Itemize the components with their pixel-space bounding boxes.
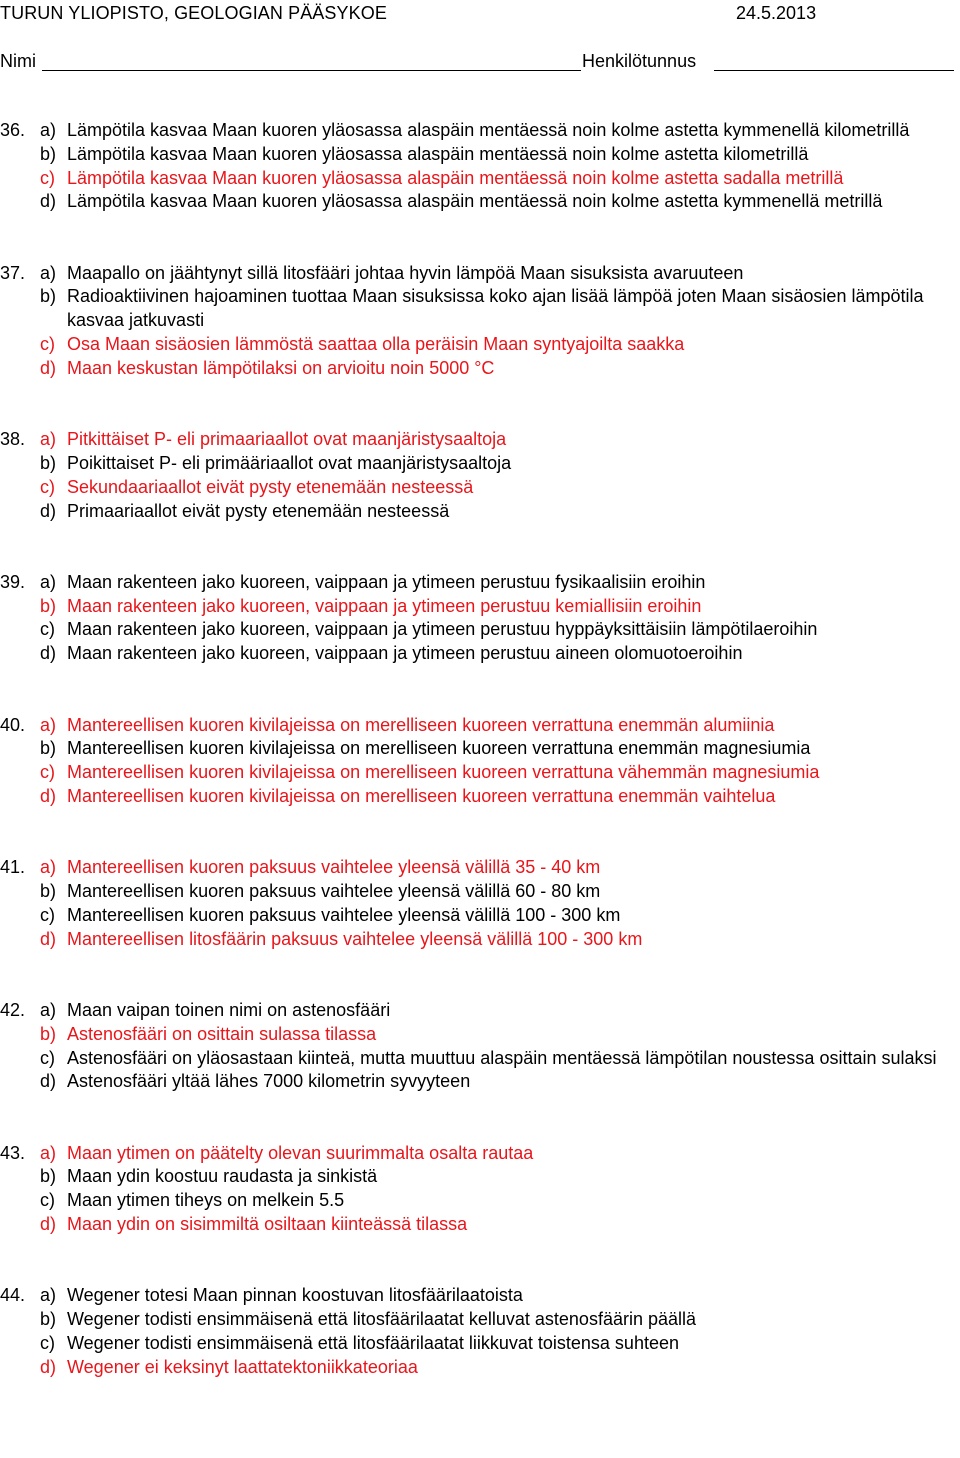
option-letter: a) — [40, 571, 57, 592]
question-43 — [0, 1142, 960, 1237]
option-letter: d) — [40, 191, 57, 212]
option-text: Pitkittäiset P- eli primaariaallot ovat maanjäristysaaltoja — [67, 429, 507, 450]
question-number: 40. — [0, 714, 26, 735]
question-number: 44. — [0, 1285, 26, 1306]
answer-option — [0, 167, 960, 191]
answer-option — [0, 999, 960, 1023]
answer-option — [0, 880, 960, 904]
option-letter: d) — [40, 643, 57, 664]
option-text: Maan rakenteen jako kuoreen, vaippaan ja ytimeen perustuu aineen olomuotoeroihin — [67, 643, 743, 664]
answer-option — [0, 452, 960, 476]
option-letter: c) — [40, 762, 55, 783]
option-letter: b) — [40, 881, 57, 902]
answer-option — [0, 1308, 960, 1332]
answer-option — [0, 856, 960, 880]
option-text: Mantereellisen kuoren paksuus vaihtelee yleensä välillä 60 - 80 km — [67, 881, 601, 902]
option-text: Poikittaiset P- eli primääriaallot ovat maanjäristysaaltoja — [67, 452, 512, 473]
option-text: Lämpötila kasvaa Maan kuoren yläosassa alaspäin mentäessä noin kolme astetta kilometrillä — [67, 143, 809, 164]
answer-option — [0, 785, 960, 809]
option-letter: b) — [40, 286, 57, 307]
answer-option — [0, 1142, 960, 1166]
name-label: Nimi — [0, 51, 36, 71]
option-letter: d) — [40, 1071, 57, 1092]
option-text: Wegener ei keksinyt laattatektoniikkateoriaa — [67, 1356, 418, 1377]
option-text: Maan ytimen on päätelty olevan suurimmalta osalta rautaa — [67, 1142, 534, 1163]
option-text: Wegener totesi Maan pinnan koostuvan litosfäärilaatoista — [67, 1285, 523, 1306]
option-letter: d) — [40, 928, 57, 949]
question-number: 38. — [0, 429, 26, 450]
question-40 — [0, 714, 960, 809]
option-letter: b) — [40, 452, 57, 473]
answer-option — [0, 1165, 960, 1189]
answer-option — [0, 1189, 960, 1213]
option-text: Maapallo on jäähtynyt sillä litosfääri johtaa hyvin lämpöä Maan sisuksista avaruuteen — [67, 262, 744, 283]
question-number: 37. — [0, 262, 26, 283]
option-letter: c) — [40, 904, 55, 925]
answer-option — [0, 737, 960, 761]
question-number: 39. — [0, 571, 26, 592]
option-text: Mantereellisen kuoren kivilajeissa on merelliseen kuoreen verrattuna enemmän magnesiumia — [67, 738, 811, 759]
option-letter: c) — [40, 334, 55, 355]
option-letter: b) — [40, 1023, 57, 1044]
option-letter: c) — [40, 1047, 55, 1068]
id-label: Henkilötunnus — [582, 51, 697, 71]
option-letter: b) — [40, 738, 57, 759]
answer-option — [0, 1284, 960, 1308]
question-number: 42. — [0, 999, 26, 1020]
option-text: Mantereellisen kuoren paksuus vaihtelee yleensä välillä 35 - 40 km — [67, 857, 601, 878]
option-text: Astenosfääri on osittain sulassa tilassa — [67, 1023, 377, 1044]
option-text: Lämpötila kasvaa Maan kuoren yläosassa alaspäin mentäessä noin kolme astetta sadalla metrillä — [67, 167, 844, 188]
option-letter: d) — [40, 1356, 57, 1377]
option-letter: a) — [40, 714, 57, 735]
option-text: Maan rakenteen jako kuoreen, vaippaan ja ytimeen perustuu fysikaalisiin eroihin — [67, 571, 706, 592]
answer-option — [0, 476, 960, 500]
exam-title: TURUN YLIOPISTO, GEOLOGIAN PÄÄSYKOE — [0, 3, 387, 23]
option-text: Maan rakenteen jako kuoreen, vaippaan ja ytimeen perustuu hyppäyksittäisiin lämpötilaeroihin — [67, 619, 818, 640]
answer-option — [0, 571, 960, 595]
option-text: Wegener todisti ensimmäisenä että litosfäärilaatat kelluvat astenosfäärin päällä — [67, 1309, 697, 1330]
option-letter: d) — [40, 357, 57, 378]
question-41 — [0, 856, 960, 951]
option-letter: a) — [40, 857, 57, 878]
answer-option — [0, 285, 960, 333]
option-text: Maan ydin on sisimmiltä osiltaan kiinteässä tilassa — [67, 1214, 468, 1234]
option-letter: a) — [40, 1285, 57, 1306]
question-42 — [0, 999, 960, 1094]
answer-option — [0, 1047, 960, 1071]
option-text: Sekundaariaallot eivät pysty etenemään nesteessä — [67, 476, 474, 497]
answer-option — [0, 428, 960, 452]
exam-date: 24.5.2013 — [736, 3, 817, 23]
option-text: Astenosfääri yltää lähes 7000 kilometrin syvyyteen — [67, 1071, 471, 1092]
option-letter: b) — [40, 1166, 57, 1187]
option-letter: d) — [40, 1214, 57, 1234]
option-text: Lämpötila kasvaa Maan kuoren yläosassa alaspäin mentäessä noin kolme astetta kymmenellä kilometrillä — [67, 120, 910, 140]
answer-option — [0, 333, 960, 357]
question-39 — [0, 571, 960, 666]
option-letter: a) — [40, 262, 57, 283]
option-text: Mantereellisen litosfäärin paksuus vaihtelee yleensä välillä 100 - 300 km — [67, 928, 643, 949]
question-36 — [0, 119, 960, 214]
identity-row — [0, 51, 960, 75]
option-text: Maan vaipan toinen nimi on astenosfääri — [67, 999, 391, 1020]
question-44 — [0, 1284, 960, 1379]
answer-option — [0, 143, 960, 167]
option-letter: c) — [40, 1332, 55, 1353]
id-field-line[interactable] — [714, 70, 954, 71]
question-37 — [0, 262, 960, 381]
answer-option — [0, 190, 960, 214]
option-letter: d) — [40, 500, 57, 521]
question-number: 41. — [0, 857, 26, 878]
page-header — [0, 3, 960, 27]
answer-option — [0, 119, 960, 143]
option-text: Wegener todisti ensimmäisenä että litosfäärilaatat liikkuvat toistensa suhteen — [67, 1332, 679, 1353]
option-text: Lämpötila kasvaa Maan kuoren yläosassa alaspäin mentäessä noin kolme astetta kymmenellä metrillä — [67, 191, 883, 212]
option-letter: a) — [40, 120, 57, 140]
option-text: Maan keskustan lämpötilaksi on arvioitu noin 5000 °C — [67, 357, 495, 378]
option-letter: a) — [40, 999, 57, 1020]
option-letter: a) — [40, 1142, 57, 1163]
option-text: Osa Maan sisäosien lämmöstä saattaa olla peräisin Maan syntyajoilta saakka — [67, 334, 685, 355]
option-text: Mantereellisen kuoren kivilajeissa on merelliseen kuoreen verrattuna enemmän vaihtelua — [67, 785, 776, 806]
option-letter: c) — [40, 1190, 55, 1211]
option-letter: b) — [40, 1309, 57, 1330]
option-text: Maan ytimen tiheys on melkein 5.5 — [67, 1190, 345, 1211]
question-number: 36. — [0, 120, 26, 140]
name-field-line[interactable] — [42, 70, 581, 71]
option-letter: b) — [40, 143, 57, 164]
question-list — [0, 119, 960, 1379]
option-text: Radioaktiivinen hajoaminen tuottaa Maan sisuksissa koko ajan lisää lämpöä joten Maan sisäosien lämpötila kasvaa jatkuvasti — [67, 286, 924, 331]
answer-option — [0, 595, 960, 619]
answer-option — [0, 642, 960, 666]
answer-option — [0, 1213, 960, 1237]
answer-option — [0, 1332, 960, 1356]
option-text: Mantereellisen kuoren kivilajeissa on merelliseen kuoreen verrattuna enemmän alumiinia — [67, 714, 775, 735]
option-text: Primaariaallot eivät pysty etenemään nesteessä — [67, 500, 450, 521]
option-letter: c) — [40, 167, 55, 188]
answer-option — [0, 1070, 960, 1094]
option-letter: c) — [40, 619, 55, 640]
option-text: Mantereellisen kuoren kivilajeissa on merelliseen kuoreen verrattuna vähemmän magnesiumia — [67, 762, 820, 783]
option-text: Mantereellisen kuoren paksuus vaihtelee yleensä välillä 100 - 300 km — [67, 904, 621, 925]
question-number: 43. — [0, 1142, 26, 1163]
option-letter: c) — [40, 476, 55, 497]
answer-option — [0, 1023, 960, 1047]
answer-option — [0, 262, 960, 286]
answer-option — [0, 928, 960, 952]
option-text: Maan ydin koostuu raudasta ja sinkistä — [67, 1166, 378, 1187]
option-letter: d) — [40, 785, 57, 806]
question-38 — [0, 428, 960, 523]
option-text: Astenosfääri on yläosastaan kiinteä, mutta muuttuu alaspäin mentäessä lämpötilan noustessa osittain sulaksi — [67, 1047, 937, 1068]
option-letter: a) — [40, 429, 57, 450]
option-letter: b) — [40, 595, 57, 616]
answer-option — [0, 904, 960, 928]
answer-option — [0, 618, 960, 642]
answer-option — [0, 1356, 960, 1380]
answer-option — [0, 761, 960, 785]
answer-option — [0, 500, 960, 524]
answer-option — [0, 714, 960, 738]
answer-option — [0, 357, 960, 381]
option-text: Maan rakenteen jako kuoreen, vaippaan ja ytimeen perustuu kemiallisiin eroihin — [67, 595, 702, 616]
